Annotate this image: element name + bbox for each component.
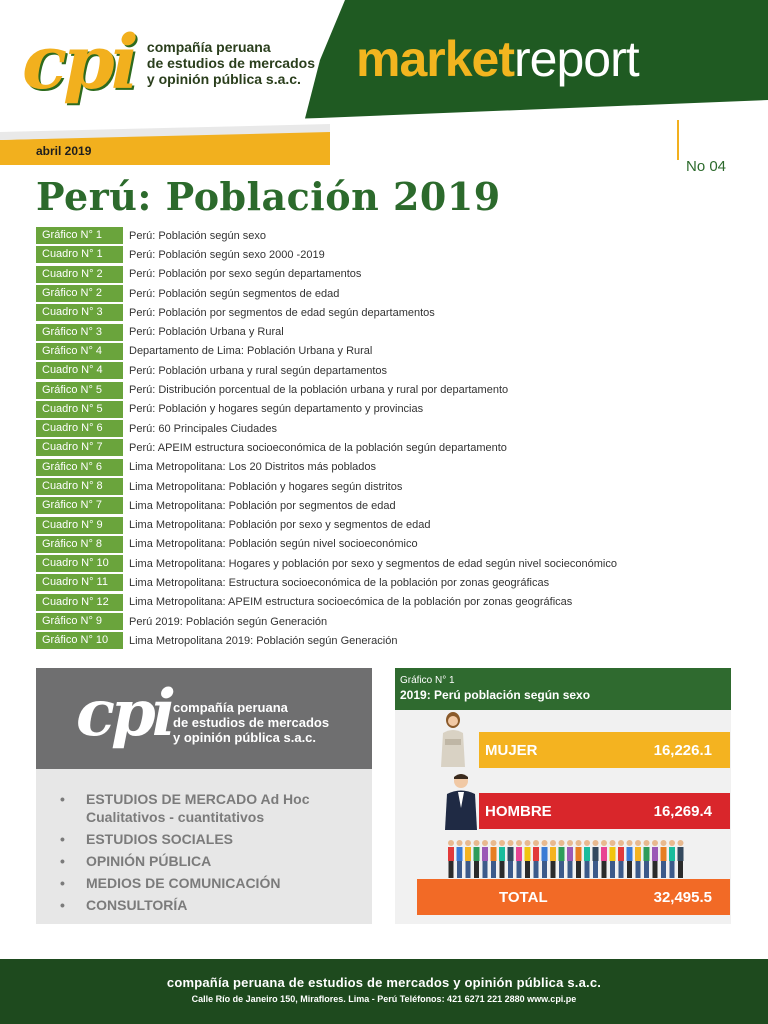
index-row <box>36 361 696 380</box>
index-tag: Cuadro N° 2 <box>36 266 123 283</box>
person-icon <box>576 840 582 878</box>
person-icon <box>559 840 565 878</box>
bar-value: 32,495.5 <box>653 888 712 906</box>
index-tag: Cuadro N° 12 <box>36 594 123 611</box>
index-tag: Cuadro N° 9 <box>36 517 123 534</box>
index-description: Lima Metropolitana: Población y hogares según distritos <box>129 480 403 493</box>
index-row <box>36 226 696 245</box>
divider <box>677 120 679 160</box>
crowd-icon <box>445 838 690 880</box>
index-description: Lima Metropolitana: Estructura socioeconómica de la población por zonas geográficas <box>129 576 550 589</box>
company-name: compañía peruana de estudios de mercados y opinión pública s.a.c. <box>173 700 330 745</box>
person-icon <box>618 840 624 878</box>
index-description: Perú: Población Urbana y Rural <box>129 326 284 339</box>
index-description: Lima Metropolitana: Hogares y población por sexo y segmentos de edad según nivel socieconómico <box>129 557 617 570</box>
index-description: Departamento de Lima: Población Urbana y Rural <box>129 345 373 358</box>
chart-panel <box>395 668 731 924</box>
bar-mujer <box>479 732 730 768</box>
person-icon <box>652 840 658 878</box>
person-icon <box>448 840 454 878</box>
chart-title: 2019: Perú población según sexo <box>400 688 591 702</box>
person-icon <box>610 840 616 878</box>
index-description: Perú: Población por sexo según departamentos <box>129 268 362 281</box>
person-icon <box>567 840 573 878</box>
service-item: • MEDIOS DE COMUNICACIÓN <box>60 874 310 892</box>
index-tag: Gráfico N° 6 <box>36 459 123 476</box>
woman-icon <box>435 711 471 767</box>
index-description: Perú: Población urbana y rural según departamentos <box>129 364 388 377</box>
index-description: Lima Metropolitana: Población por segmentos de edad <box>129 499 396 512</box>
index-tag: Gráfico N° 8 <box>36 536 123 553</box>
index-tag: Gráfico N° 1 <box>36 227 123 244</box>
index-tag: Cuadro N° 1 <box>36 246 123 263</box>
cpi-info-box <box>36 668 372 924</box>
service-item: • ESTUDIOS DE MERCADO Ad Hoc Cualitativos - cuantitativos <box>60 790 310 826</box>
person-icon <box>499 840 505 878</box>
issue-date: abril 2019 <box>36 144 92 158</box>
index-row <box>36 342 696 361</box>
service-subtitle: Cualitativos - cuantitativos <box>86 809 265 825</box>
bar-label: TOTAL <box>499 888 548 906</box>
index-description: Lima Metropolitana: APEIM estructura socioecómica de la población por zonas geográficas <box>129 596 573 609</box>
index-row <box>36 612 696 631</box>
index-tag: Cuadro N° 7 <box>36 439 123 456</box>
index-description: Perú: 60 Principales Ciudades <box>129 422 277 435</box>
chart-label: Gráfico N° 1 <box>400 675 455 686</box>
index-row <box>36 284 696 303</box>
bar-total <box>417 879 730 915</box>
index-tag: Cuadro N° 4 <box>36 362 123 379</box>
contents-index <box>36 226 696 651</box>
index-row <box>36 303 696 322</box>
index-tag: Cuadro N° 11 <box>36 574 123 591</box>
person-icon <box>491 840 497 878</box>
person-icon <box>550 840 556 878</box>
index-row <box>36 419 696 438</box>
index-row <box>36 631 696 650</box>
person-icon <box>635 840 641 878</box>
person-icon <box>678 840 684 878</box>
person-icon <box>627 840 633 878</box>
index-row <box>36 554 696 573</box>
service-item: • OPINIÓN PÚBLICA <box>60 852 310 870</box>
index-description: Perú: Población según sexo <box>129 229 266 242</box>
index-tag: Cuadro N° 10 <box>36 555 123 572</box>
issue-number: No 04 <box>686 158 727 175</box>
index-description: Lima Metropolitana: Los 20 Distritos más poblados <box>129 461 377 474</box>
market-report-title: marketreport <box>356 31 639 87</box>
cpi-box-header <box>36 668 372 769</box>
index-tag: Cuadro N° 6 <box>36 420 123 437</box>
page-title: Perú: Población 2019 <box>36 174 501 219</box>
index-description: Lima Metropolitana 2019: Población según Generación <box>129 634 398 647</box>
index-tag: Cuadro N° 3 <box>36 304 123 321</box>
bar-value: 16,269.4 <box>653 802 712 820</box>
person-icon <box>533 840 539 878</box>
index-tag: Gráfico N° 2 <box>36 285 123 302</box>
footer <box>0 959 768 1024</box>
index-row <box>36 515 696 534</box>
index-row <box>36 265 696 284</box>
index-tag: Cuadro N° 5 <box>36 401 123 418</box>
index-row <box>36 496 696 515</box>
person-icon <box>601 840 607 878</box>
index-row <box>36 477 696 496</box>
index-description: Perú 2019: Población según Generación <box>129 615 328 628</box>
person-icon <box>508 840 514 878</box>
person-icon <box>474 840 480 878</box>
person-icon <box>465 840 471 878</box>
index-tag: Cuadro N° 8 <box>36 478 123 495</box>
index-tag: Gráfico N° 5 <box>36 382 123 399</box>
index-row <box>36 593 696 612</box>
footer-address: Calle Río de Janeiro 150, Miraflores. Lima - Perú Teléfonos: 421 6271 221 2880 www.cpi.pe <box>191 994 577 1004</box>
bar-label: HOMBRE <box>485 802 552 820</box>
services-list <box>60 790 310 918</box>
index-description: Lima Metropolitana: Población por sexo y segmentos de edad <box>129 519 431 532</box>
index-row <box>36 322 696 341</box>
brand-logo <box>22 20 315 106</box>
person-icon <box>457 840 463 878</box>
person-icon <box>516 840 522 878</box>
person-icon <box>584 840 590 878</box>
index-row <box>36 380 696 399</box>
index-description: Lima Metropolitana: Población según nivel socioeconómico <box>129 538 418 551</box>
bar-value: 16,226.1 <box>653 741 712 759</box>
chart-header <box>395 668 731 710</box>
index-tag: Gráfico N° 7 <box>36 497 123 514</box>
cpi-logo: cpi <box>22 20 135 106</box>
index-description: Perú: Distribución porcentual de la población urbana y rural por departamento <box>129 384 509 397</box>
bar-label: MUJER <box>485 741 538 759</box>
index-description: Perú: Población según sexo 2000 -2019 <box>129 248 325 261</box>
service-item: • ESTUDIOS SOCIALES <box>60 830 310 848</box>
cpi-logo: cpi <box>76 676 173 751</box>
index-row <box>36 573 696 592</box>
index-tag: Gráfico N° 9 <box>36 613 123 630</box>
index-row <box>36 458 696 477</box>
company-name: compañía peruana de estudios de mercados y opinión pública s.a.c. <box>146 39 315 87</box>
index-row <box>36 245 696 264</box>
person-icon <box>482 840 488 878</box>
person-icon <box>593 840 599 878</box>
index-description: Perú: APEIM estructura socioeconómica de la población según departamento <box>129 441 507 454</box>
man-icon <box>441 772 481 830</box>
index-description: Perú: Población por segmentos de edad según departamentos <box>129 306 435 319</box>
index-description: Perú: Población y hogares según departamento y provincias <box>129 403 424 416</box>
service-item: • CONSULTORÍA <box>60 896 310 914</box>
index-tag: Gráfico N° 4 <box>36 343 123 360</box>
person-icon <box>542 840 548 878</box>
person-icon <box>661 840 667 878</box>
index-row <box>36 535 696 554</box>
index-row <box>36 438 696 457</box>
person-icon <box>644 840 650 878</box>
index-description: Perú: Población según segmentos de edad <box>129 287 340 300</box>
person-icon <box>669 840 675 878</box>
bar-hombre <box>479 793 730 829</box>
footer-company: compañía peruana de estudios de mercados y opinión pública s.a.c. <box>166 975 602 990</box>
index-tag: Gráfico N° 10 <box>36 632 123 649</box>
person-icon <box>525 840 531 878</box>
index-tag: Gráfico N° 3 <box>36 324 123 341</box>
header <box>0 0 768 175</box>
index-row <box>36 400 696 419</box>
